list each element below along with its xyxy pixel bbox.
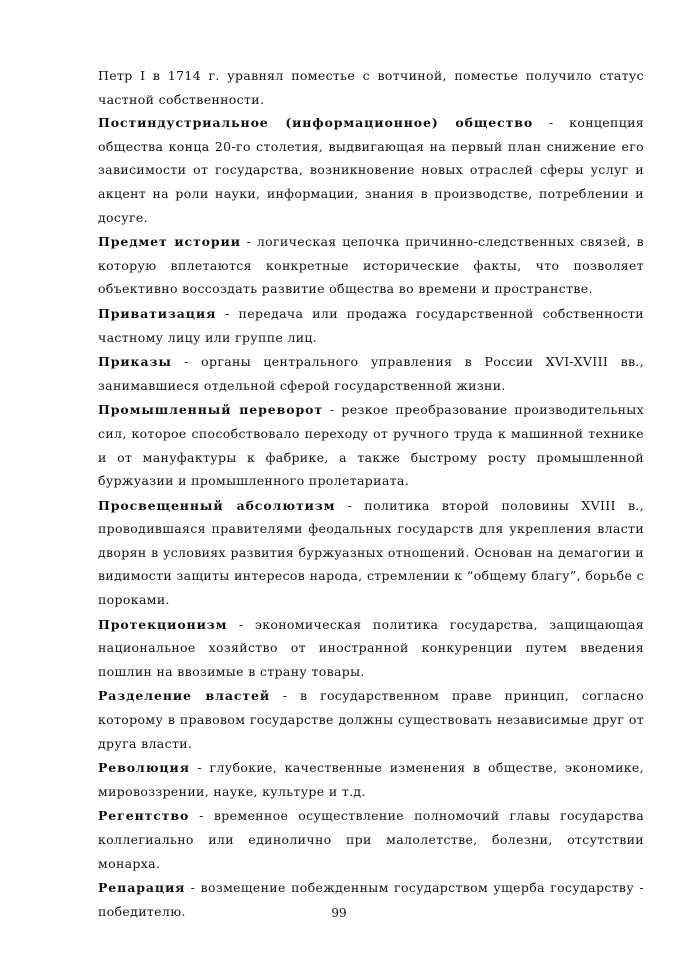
entry-definition: - в государственном праве принцип, согласно которому в правовом государстве должны существовать независимые друг от друга власти. — [98, 688, 644, 751]
glossary-entry-postindustrial-society — [98, 111, 644, 229]
entry-term: Постиндустриальное (информационное) общество — [98, 115, 534, 131]
glossary-entry-privatization — [98, 302, 644, 349]
entry-term: Приказы — [98, 354, 172, 370]
entry-term: Предмет истории — [98, 234, 241, 250]
entry-definition: - возмещение побежденным государством ущерба государству - победителю. — [98, 880, 644, 919]
entry-term: Революция — [98, 760, 190, 776]
glossary-entry-continuation — [98, 64, 644, 111]
glossary-entry-protectionism — [98, 613, 644, 684]
entry-definition: - экономическая политика государства, защищающая национальное хозяйство от иностранной конкуренции путем введения пошлин на ввозимые в страну товары. — [98, 616, 644, 679]
entry-term: Регентство — [98, 808, 190, 824]
entry-definition: - временное осуществление полномочий главы государства коллегиально или единолично при малолетстве, болезни, отсутствии монарха. — [98, 808, 644, 871]
entry-term: Разделение властей — [98, 688, 271, 704]
entry-term: Протекционизм — [98, 616, 228, 632]
glossary-text — [98, 64, 644, 924]
glossary-entry-separation-of-powers — [98, 684, 644, 755]
glossary-entry-revolution — [98, 756, 644, 803]
glossary-entry-regency — [98, 804, 644, 875]
entry-definition: - логическая цепочка причинно-следственных связей, в которую вплетаются конкретные исторические факты, что позволяет объективно воссоздать развитие общества во времени и пространстве. — [98, 234, 644, 297]
entry-definition: - резкое преобразование производительных сил, которое способствовало переходу от ручного труда к машинной технике и от мануфактуры к фабрике, а также быстрому росту промышленной буржуазии и промышленного пролетариата. — [98, 402, 644, 489]
entry-term: Приватизация — [98, 305, 217, 321]
glossary-entry-prikazy — [98, 350, 644, 397]
entry-definition: Петр I в 1714 г. уравнял поместье с вотчиной, поместье получило статус частной собственности. — [98, 68, 644, 107]
entry-definition: - концепция общества конца 20-го столетия, выдвигающая на первый план снижение его зависимости от государства, возникновение новых отраслей сферы услуг и акцент на роли науки, информации, знания в производстве, потреблении и досуге. — [98, 115, 644, 225]
entry-definition: - политика второй половины XVIII в., проводившаяся правителями феодальных государств для укрепления власти дворян в условиях развития буржуазных отношений. Основан на демагогии и видимости защиты интересов народа, стремлении к “общему благу”, борьбе с пороками. — [98, 497, 645, 608]
glossary-entry-industrial-revolution — [98, 398, 644, 492]
entry-term: Репарация — [98, 880, 186, 896]
entry-definition: - передача или продажа государственной собственности частному лицу или группе лиц. — [98, 305, 644, 345]
entry-term: Просвещенный абсолютизм — [98, 497, 336, 513]
page-number: 99 — [331, 906, 347, 920]
glossary-entry-enlightened-absolutism — [98, 494, 644, 612]
entry-definition: - глубокие, качественные изменения в обществе, экономике, мировоззрении, науке, культуре и т.д. — [98, 760, 644, 799]
glossary-entry-subject-of-history — [98, 230, 644, 301]
entry-definition: - органы центрального управления в России XVI-XVIII вв., занимавшиеся отдельной сферой государственной жизни. — [98, 354, 644, 393]
entry-term: Промышленный переворот — [98, 402, 323, 418]
